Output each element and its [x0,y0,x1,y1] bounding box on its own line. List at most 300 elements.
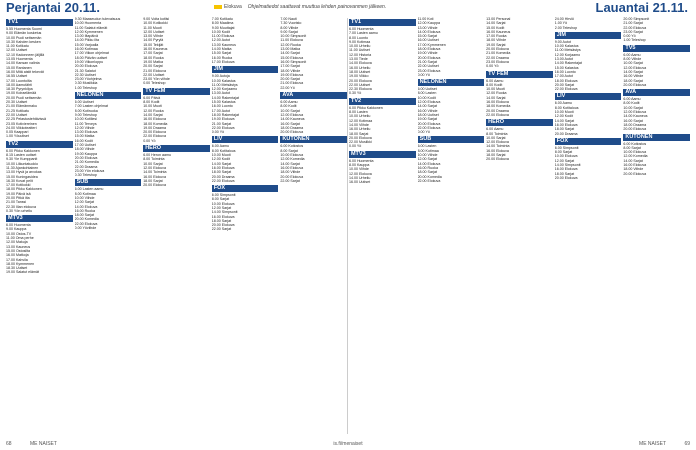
listing-column [6,17,73,437]
program-entry: 21.00 Sarjat [211,121,232,126]
program-entry: 18.00 Pikku Kakkonen [6,187,42,192]
channel-header: FOX [555,138,622,145]
program-entry: 16.00 Simpsonit [280,59,307,64]
program-entry: 14.00 Viihde [348,122,369,127]
program-entry: 9.00 Kotimaa [348,39,371,44]
program-entry: 12.00 Makuja [6,240,28,245]
program-entry: 18.00 Sarjat [554,171,575,176]
program-entry: 20.00 Elokuva [280,130,304,135]
program-entry: 18.00 Komedia [143,121,168,126]
program-entry: 23.05 Kotiviereinen [6,121,37,126]
program-entry: 12.00 Elokuva [623,65,647,70]
program-entry: 1.00 Teleshop [623,38,646,43]
program-entry: 12.00 Komedia [280,157,305,162]
program-entry: 21.30 Salatut [74,68,96,73]
program-entry: 8.00 Sarjat [211,197,230,202]
program-entry: 22.30 Uutiset [74,72,96,77]
program-entry: 10.00 Kotiliesi [74,117,97,122]
program-entry: 13.00 Iltapäivä [74,34,98,39]
page-number-right: 69 [684,441,690,447]
program-entry: 20.00 Elokuva [623,171,647,176]
program-entry: 10.00 Muoti [554,110,574,115]
program-entry: 19.00 Päivä isä [6,191,31,196]
channel-header: TV1 [349,19,416,26]
program-entry: 6.00 Aamu [280,100,298,105]
channel-header: HERO [143,145,210,152]
program-entry: 9.00 Autoja [211,74,230,79]
program-entry: 16.00 Uutiset [348,180,371,185]
program-entry: 18.00 Rakentajat [211,112,239,117]
program-entry: 20.00 Elokuva [623,127,647,132]
program-entry: 20.00 Komedia [417,174,442,179]
program-entry: 16.00 Elokuva [143,117,166,122]
program-entry: 20.00 Sarjat [280,77,300,82]
program-entry: 19.00 Viikko [348,74,369,79]
program-entry: 6.00 Lasten [417,144,437,149]
program-entry: 14.00 Sarjat [623,158,643,163]
program-entry: 20.00 Draama [211,174,235,179]
program-entry: 20.00 Elokuva [417,55,441,60]
program-entry: 9.00 Teleshop [74,112,97,117]
program-entry: 21.00 Komedia [486,51,511,56]
channel-header: AVA [623,89,690,96]
program-entry: 22.00 Elokuva [417,178,441,183]
publication-right: ME NAISET [639,441,666,447]
program-entry: 18.00 Uutiset [417,112,439,117]
program-entry: 5.55 Huomenta Suomi [6,27,42,31]
listing-column [623,17,690,437]
program-entry: 22.30 Illan elokuva [6,204,36,209]
program-entry: 9.30 Yle Kumppanit [6,157,38,162]
program-entry: 22.00 Uutiset [417,64,439,69]
channel-header: TV2 [349,98,416,105]
program-entry: 18.00 Sarjat [348,131,369,136]
program-entry: 16.00 Ruoka [74,208,95,213]
program-entry: 18.00 Kymmenen [6,261,35,266]
program-entry: 11.00 Muoti [143,25,162,30]
program-entry: 18.00 Sarjat [211,170,232,175]
program-entry: 14.00 Toiminta [486,144,510,149]
program-entry: 7.30 Vuoristo [280,21,302,26]
program-entry: 10.00 Kotikokki [143,21,168,26]
program-entry: 22.00 Yö [280,85,295,90]
program-entry: 18.00 Ruoka [143,55,164,60]
program-entry: 8.00 Kotiruoka [74,108,98,113]
program-entry: 22.00 Uutiset [143,72,165,77]
program-entry: 21.00 Tanssi [6,200,27,205]
page-number-left: 68 [6,441,12,447]
program-entry: 12.00 Korjaamo [554,52,581,57]
program-entry: 10.00 Puoli seitsemän [6,35,42,40]
program-entry: 22.00 Musiikki [348,140,372,145]
program-entry: 20.00 Puoli seitsemän [6,95,42,100]
program-entry: 1.00 Teleshop [74,85,97,90]
program-entry: 20.00 Elokuva [348,135,372,140]
program-entry: 12.00 Elokuva [623,110,647,115]
program-entry: 22.00 Elokuva [486,112,509,117]
program-entry: 14.00 Rakentajat [554,61,582,66]
program-entry: 10.00 Muoti [211,153,231,158]
program-entry: 10.00 Muoti [143,104,162,109]
program-entry: 10.00 Kodit [211,29,230,34]
program-entry: 9.00 Voita kotiisi [143,17,170,21]
program-entry: 18.00 Päivän uutiset [74,55,108,60]
program-entry: 12.00 Kotimaa [348,118,373,123]
program-entry: 15.00 Ostosilta [6,248,30,253]
program-entry: 6.00 Uutiset [74,100,94,105]
program-entry: 0.00 Yö [417,72,430,77]
program-entry: 12.00 Ruoka [486,91,507,96]
program-entry: 10.00 Viihde [348,167,369,172]
program-entry: 8.00 Viihde [623,57,642,62]
program-entry: 10.00 Elokuva [280,153,304,158]
program-entry: 0.00 Yö [348,144,362,149]
program-entry: 14.00 Rakentajat [211,95,239,100]
program-entry: 8.00 Sarjat [280,148,298,153]
program-entry: 23.00 Yöohjelma [74,77,102,82]
program-entry: 11.30 Ajankohtainen [6,165,39,170]
program-entry: 0.30 Yö [348,91,362,96]
program-entry: 10.00 Urheilu [348,114,371,119]
program-entry: 16.00 Elokuva [280,165,304,170]
program-entry: 14.00 Simpsonit [554,163,581,168]
program-entry: 18.00 Viihde [280,170,301,175]
channel-header: FOX [212,185,279,192]
program-entry: 18.00 Sarjat [486,153,506,158]
program-entry: 16.55 Uutiset [6,74,28,79]
listing-columns [6,17,690,437]
program-entry: 12.00 Ruoka [143,108,164,113]
program-entry: 16.00 Luonto [554,69,576,74]
program-entry: 8.00 Kauppa [348,163,370,168]
program-entry: 23.00 Sarjat [623,29,643,34]
program-entry: 21.00 Elokuva [143,68,166,73]
program-entry: 23.00 Elokuva [417,68,441,73]
program-entry: 12.00 Sarjat [74,200,94,205]
program-entry: 20.00 Elokuva [143,130,166,135]
program-entry: 19.00 Salatut elämät [6,270,39,275]
program-entry: 18.00 Viihde [486,38,507,43]
program-entry: 13.00 Tiede [348,57,368,62]
program-entry: 23.00 Elokuva [486,59,509,64]
program-entry: 10.00 Ostos-TV [6,231,32,236]
listing-column [75,17,142,437]
program-entry: 6.00 Huomenta [6,223,31,228]
program-entry: 6.00 Kotiostos [280,144,304,149]
program-entry: 19.00 Matka [143,59,163,64]
program-entry: 18.00 Sarjat [554,127,575,132]
program-entry: 18.00 Viihde [74,147,95,152]
program-entry: 16.00 Sarjat [623,118,643,123]
program-entry: 20.00 Elokuva [348,78,372,83]
program-entry: 18.00 Elokuva [417,47,441,52]
program-entry: 6.00 Uutiset [417,87,437,92]
program-entry: 14.00 Sarjat [486,95,506,100]
program-entry: 14.00 Urheilu [348,175,371,180]
program-entry: 17.00 Ruoka [486,34,507,39]
program-entry: 22.00 Sarjat [280,178,300,183]
program-entry: 18.30 Uutiset [6,266,28,271]
program-entry: 17.00 Kahvila [6,257,28,262]
program-entry: 10.00 Sarjat [623,61,643,66]
program-entry: 18.00 Aamutähti [6,82,32,87]
program-entry: 24.00 Viikkoteatteri [6,125,37,130]
program-entry: 12.00 Kodit [211,157,230,162]
program-entry: 18.00 Draama [623,122,647,127]
program-entry: 6.00 Lasten aamu [74,187,104,192]
program-entry: 15.00 Sarjat [417,34,437,39]
program-entry: 20.00 Simpsonit [623,17,650,21]
program-entry: 13.00 Viihde [417,25,438,30]
program-entry: 15.00 Elokuva [280,55,304,60]
program-entry: 19.00 Elokuva [211,117,235,122]
program-entry: 19.00 Sarjat [486,42,506,47]
program-entry: 16.00 Kauneus [143,47,168,52]
program-entry: 18.30 Pyrynkilpa [6,87,33,92]
program-entry: 12.00 Korjaamo [211,87,238,92]
program-entry: 13.00 Viihde [143,34,164,39]
program-entry: 24.00 Hirviö [554,17,574,21]
program-entry: 20.00 Elokuva [280,174,304,179]
program-entry: 21.00 Komedia [74,160,99,165]
program-entry: 12.00 Kymmenen [74,29,103,34]
program-entry: 12.00 Uutiset [6,48,28,53]
program-entry: 15.00 Rantanen [6,65,32,70]
listing-column [280,17,347,437]
program-entry: 20.00 Elokuva [554,175,578,180]
program-entry: 16.00 Elokuva [554,167,578,172]
channel-header: TV5 [623,45,690,52]
program-entry: 21.00 Sarjat [623,21,643,26]
program-entry: 16.00 Elokuva [211,214,235,219]
channel-header: JIM [212,66,279,73]
program-entry: 21.25 Kotikatu [6,108,29,113]
program-entry: 15.00 Varjoalla [74,42,99,47]
program-entry: 6.00 Aamu [486,127,504,132]
program-entry: 13.00 Personal [486,17,511,21]
program-entry: 15.00 Kodit [486,25,505,30]
program-entry: 19.00 Sarjat [417,117,437,122]
program-entry: 10.00 Sarjat [623,105,643,110]
program-entry: 19.00 Draama [143,125,166,130]
program-entry: 12.00 Sarjat [554,158,575,163]
program-entry: 8.00 Kodit [623,101,640,106]
program-entry: 6.00 Simpsonit [211,193,236,198]
program-entry: 18.00 Draama [280,125,304,130]
program-entry: 14.00 Matka [211,47,232,52]
program-entry: 18.00 Sarjat [211,218,232,223]
page-header [0,0,696,16]
listing-column [418,17,485,437]
program-entry: 18.00 Viihde [280,68,301,73]
program-entry: 12.00 Viihde [74,125,95,130]
channel-header: TV2 [6,141,73,148]
program-entry: 10.00 Muoti [486,87,505,92]
program-entry: 16.00 Elokuva [211,165,235,170]
program-entry: 22.00 Elokuva [211,125,235,130]
program-entry: 2.00 Teleshop [554,25,578,30]
program-entry: 6.00 Kotiostos [623,141,647,146]
program-entry: 9.00 Autot [554,39,571,44]
program-entry: 17.00 Sarjat [280,64,300,69]
program-entry: 17.00 Sarjat [143,51,163,56]
program-entry: 16.00 Ruoka [417,165,438,170]
program-entry: 19.00 Viihde [417,51,438,56]
program-entry: 11.00 Metsästys [554,48,581,53]
program-entry: 12.00 Komedia [623,154,648,159]
program-entry: 10.00 Sarjat [486,135,506,140]
program-entry: 14.00 Kansan valinta [6,61,40,66]
program-entry: 6.00 Simpsonit [554,145,579,150]
program-entry: 14.00 Sarjat [417,104,437,109]
program-entry: 22.00 Sarjat [211,227,232,232]
program-entry: 12.00 Elokuva [143,165,166,170]
program-entry: 11.00 Oma perhe [6,236,34,241]
program-entry: 8.00 Toiminta [486,131,508,136]
program-entry: 14.00 Simpsonit [211,210,238,215]
program-entry: 20.30 Uutiset [6,100,28,105]
program-entry: 16.00 Elokuva [623,163,647,168]
program-entry: 8.00 Kodit [143,100,160,105]
program-entry: 20.00 Draama [486,108,509,113]
channel-header: TV FEM [486,71,553,78]
program-entry: 17.00 Autot [554,74,573,79]
program-entry: 20.00 Elokuva [486,47,509,52]
program-entry: 8.00 Maailma [211,21,234,26]
listing-column [212,17,279,437]
program-entry: 11.00 Terveys [74,121,97,126]
channel-header: LIV [555,93,622,100]
program-entry: 6.00 Aamu [623,52,641,57]
listing-column [349,17,416,437]
program-entry: 20.00 Pitkä ilta [6,195,30,200]
listing-column [143,17,210,437]
program-entry: 17.00 Autot [211,108,230,113]
program-entry: 19.00 Elokuva [280,72,304,77]
program-entry: 12.00 Kauppa [417,21,440,26]
program-entry: 6.00 Pikku Kakkonen [6,148,40,153]
program-entry: 0.05 Kaappari [6,130,29,135]
program-entry: 6.00 Aamu [211,144,229,149]
program-entry: 0.00 Yö [143,138,156,143]
program-entry: 11.00 Elokuva [211,34,235,39]
program-entry: 22.00 Elokuva [74,221,98,226]
program-entry: 6.00 Päivä [143,95,161,100]
program-entry: 16.00 Elokuva [143,174,166,179]
program-entry: 12.00 Sarjat [211,205,232,210]
program-entry: 12.00 Elokuva [417,100,441,105]
program-entry: 8.00 Lasten [348,110,368,115]
program-entry: 12.00 Kodit [554,114,573,119]
program-entry: 11.00 Kotikatu [6,44,29,49]
program-entry: 12.00 Autot [211,38,230,43]
program-entry: 0.30 Teleshop [74,173,97,178]
program-entry: 15.00 Sarjat [211,51,232,56]
program-entry: 14.00 Sarjat [486,21,506,26]
program-entry: 19.00 Viikonloppu [74,59,104,64]
program-entry: 10.00 Elokuva [211,201,235,206]
program-entry: 22.00 Elokuva [623,25,647,30]
channel-header: LIV [212,136,279,143]
program-entry: 12.00 Uutiset [143,29,165,34]
program-entry: 12.00 Historia [348,52,372,57]
channel-header: SUB [418,136,485,143]
program-entry: 18.00 Sarjat [74,213,94,218]
program-entry: 16.00 Urheilu [348,127,371,132]
program-entry: 10.00 Elokuva [554,154,578,159]
program-entry: 6.00 Aamu [486,78,504,83]
program-entry: 13.00 Elokuva [74,130,98,135]
program-entry: 18.00 Sarjat [623,78,643,83]
program-entry: 12.00 Elokuva [486,140,509,145]
program-entry: 16.00 Uutiset [417,38,439,43]
program-entry: 14.00 Kauneus [623,114,648,119]
program-entry: 10.00 Viihde [74,195,95,200]
program-entry: 12.00 Elokuva [280,112,304,117]
program-entry: 8.00 Lasten [417,91,437,96]
program-entry: 11.00 Uutiset [348,48,370,53]
program-entry: 13.00 Kauneus [211,42,236,47]
program-entry: 10.00 Elokuva [623,150,647,155]
publication-left: ME NAISET [30,441,57,447]
program-entry: 21.00 Elämänmaku [6,104,37,109]
site-url: is.fi/menaiset [333,441,363,447]
program-entry: 14.00 Elokuva [348,61,372,66]
program-entry: 9.00 Kauppa [6,227,27,232]
program-entry: 13.00 Autot [211,91,230,96]
channel-header: AVA [280,92,347,99]
program-entry: 16.00 Urheilu [348,65,371,70]
program-entry: 10.00 Liikuntatuokio [6,161,38,166]
legend-item [214,4,242,10]
program-entry: 8.00 Kotimaa [74,191,96,196]
program-entry: 12.00 Sarjat [417,157,437,162]
program-entry: 21.00 Sarjat [417,59,437,64]
program-entry: 16.00 Elokuva [554,122,578,127]
program-entry: 0.00 Yö [623,34,636,39]
program-entry: 1.00 Yö [554,21,568,26]
program-entry: 11.00 Metsästys [211,82,238,87]
program-entry: 20.00 Elokuva [417,121,441,126]
program-entry: 8.00 Toiminta [143,157,165,162]
program-entry: 6.00 Aamu [554,101,572,106]
program-entry: 20.00 Elokuva [623,82,647,87]
program-entry: 16.00 Kotimaa [74,47,98,52]
program-entry: 21.00 Elokuva [280,81,304,86]
channel-header: KUTONEN [280,136,347,143]
program-entry: 22.00 Draama [486,55,509,60]
program-entry: 13.00 Kauneus [6,244,31,249]
program-entry: 0.00 Teleshop [143,81,166,86]
program-entry: 17.00 Kotikokki [6,183,31,188]
program-entry: 18.00 Sarjat [143,178,163,183]
listing-column [555,17,622,437]
legend [214,4,386,10]
program-entry: 22.00 Elokuva [554,87,578,92]
program-entry: 6.00 Heron aamu [143,153,171,158]
program-entry: 15.00 Tekijät [143,42,164,47]
program-entry: 20.00 Elokuva [74,64,98,69]
program-entry: 18.00 Viihde [623,167,644,172]
program-entry: 20.00 Elokuva [143,183,166,188]
program-entry: 7.00 Nauti [280,17,297,21]
program-entry: 8.00 Viihde [280,25,299,30]
program-entry: 16.00 Elokuva [486,100,509,105]
channel-header: MTV3 [6,215,73,222]
program-entry: 16.00 Mitä aistit tekevät [6,69,44,74]
program-entry: 14.00 Sarjat [211,161,232,166]
program-entry: 8.00 Kotitalous [554,105,579,110]
